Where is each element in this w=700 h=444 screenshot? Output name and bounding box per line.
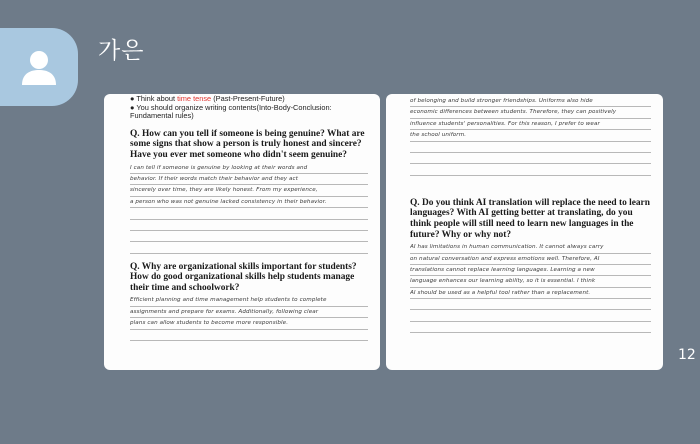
photo-thumbnail-worksheet-page-2[interactable] [386, 94, 663, 370]
answer-line: AI has limitations in human communication. It cannot always carry [410, 242, 651, 253]
answer-line: plans can allow students to become more responsible. [130, 318, 368, 329]
answer-line: language enhances our learning ability, so it is essential. I think [410, 276, 651, 287]
answer-lines-organizational-skills [130, 295, 368, 341]
answer-line [130, 208, 368, 219]
answer-line: a person who was not genuine lacked consistency in their behavior. [130, 197, 368, 208]
answer-line: assignments and prepare for exams. Additionally, following clear [130, 307, 368, 318]
answer-line: of belonging and build stronger friendships. Uniforms also hide [410, 96, 651, 107]
instruction-organize: ● You should organize writing contents(Into-Body-Conclusion: Fundamental rules) [130, 102, 332, 121]
answer-line [410, 310, 651, 321]
answer-line: translations cannot replace learning languages. Learning a new [410, 265, 651, 276]
answer-line [130, 242, 368, 253]
answer-line [410, 142, 651, 153]
answer-line: influence students' personalities. For this reason, I prefer to wear [410, 119, 651, 130]
default-profile-icon [17, 45, 61, 89]
answer-line: economic differences between students. Therefore, they can positively [410, 107, 651, 118]
answer-line [130, 330, 368, 341]
answer-line [130, 231, 368, 242]
answer-line: Efficient planning and time management help students to complete [130, 295, 368, 306]
answer-line [410, 164, 651, 175]
worksheet-instructions [130, 95, 368, 121]
answer-lines-ai-translation [410, 242, 651, 333]
question-ai-translation: Q. Do you think AI translation will replace the need to learn languages? With AI getting better at translating, do you think people will still need to learn new languages in the future? Why or why not? [410, 197, 650, 240]
photo-thumbnail-worksheet-page-1[interactable] [104, 94, 380, 370]
unread-count: 12 [678, 347, 696, 363]
answer-line: the school uniform. [410, 130, 651, 141]
answer-line: behavior. If their words match their behavior and they act [130, 174, 368, 185]
answer-line: on natural conversation and express emotions well. Therefore, AI [410, 254, 651, 265]
question-organizational-skills: Q. Why are organizational skills important for students? How do good organizational skills help students manage their time and schoolwork? [130, 261, 357, 293]
answer-lines-genuine [130, 163, 368, 254]
sender-name: 가은 [98, 38, 145, 64]
answer-line [410, 322, 651, 333]
avatar[interactable] [0, 28, 78, 106]
answer-line: I can tell if someone is genuine by looking at their words and [130, 163, 368, 174]
photo-message [104, 94, 663, 370]
instruction-time-tense: ● Think about time tense (Past-Present-Future) [130, 94, 285, 103]
answer-line: sincerely over time, they are likely honest. From my experience, [130, 185, 368, 196]
question-genuine: Q. How can you tell if someone is being genuine? What are some signs that show a person is truly honest and sincere? Have you ever met someone who didn't seem genuine? [130, 128, 365, 160]
answer-line [410, 299, 651, 310]
answer-lines-uniform-continued [410, 96, 651, 176]
answer-line: AI should be used as a helpful tool rather than a replacement. [410, 288, 651, 299]
answer-line [410, 153, 651, 164]
answer-line [130, 220, 368, 231]
highlight-time-tense: time tense [177, 94, 212, 103]
